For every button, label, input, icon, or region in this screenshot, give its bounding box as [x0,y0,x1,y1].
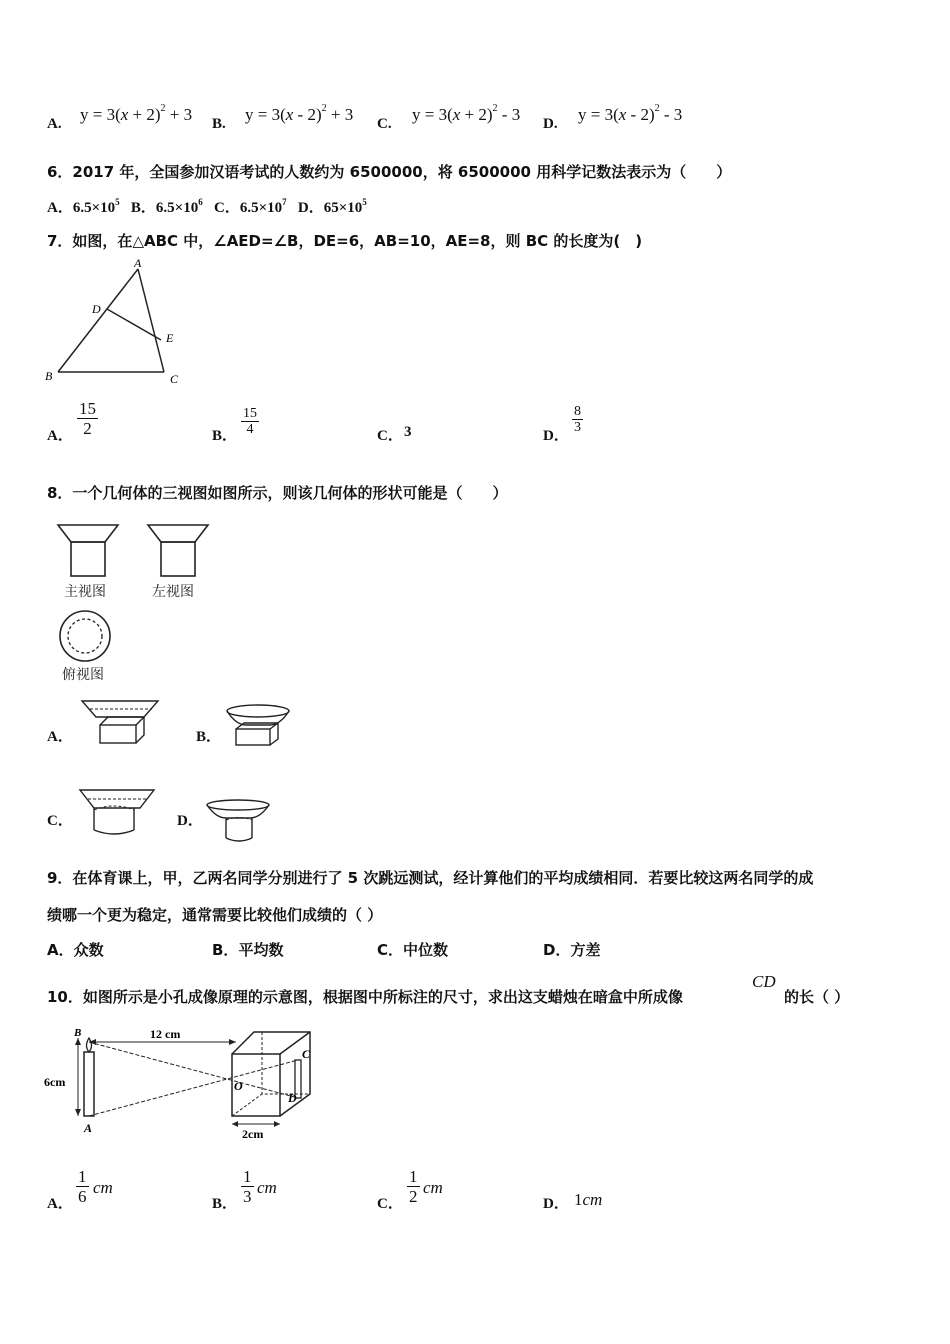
q10-option-a-label: A． [47,1196,73,1212]
q6-option-a: A．$6.5\times 10^5$ [47,197,120,216]
q10-label-a: A [84,1121,93,1135]
q10-option-c-label: C． [377,1196,403,1212]
q5-option-d-formula: y = 3(x - 2)$^2$ - 3 [578,103,683,124]
q8-option-a-figure [80,697,162,747]
q7-label-a: A [134,256,142,270]
q7-question-text: 7．如图，在△ABC 中，∠AED=∠B，DE=6，AB=10，AE=8，则 BC 的长度为( ) [47,232,643,250]
q9-option-a: A．众数 [47,941,104,959]
q5-option-b-formula: y = 3(x - 2)$^2$ + 3 [245,103,354,124]
q10-option-d-value: 1cm [574,1190,603,1209]
q7-label-d: D [92,302,101,316]
q6-options [47,196,367,217]
q8-option-c-label: C． [47,813,73,829]
q5-option-d-label: D. [543,116,558,132]
q6-option-b: B．$6.5\times 10^6$ [130,197,203,216]
q5-option-a-label: A. [47,116,62,132]
q10-option-c-unit: cm [423,1178,443,1197]
q8-option-b-label: B． [196,729,222,745]
q8-left-view [145,522,215,580]
q10-option-d-label: D． [543,1196,569,1212]
q10-pinhole-figure [40,1024,330,1142]
q7-option-c-value: 3 [404,424,412,440]
q10-option-a-unit: cm [93,1178,113,1197]
q10-question-text: 10．如图所示是小孔成像原理的示意图，根据图中所标注的尺寸，求出这支蜡烛在暗盒中所成像 [47,988,683,1006]
q10-question-text-end: 的长（ ） [784,988,850,1006]
q8-front-view [55,522,125,580]
q8-top-view-caption: 俯视图 [62,667,104,683]
q9-option-d: D．方差 [543,941,601,959]
q10-option-a-fraction: $\frac{1}{6}$ [78,1167,87,1206]
q8-question-text: 8．一个几何体的三视图如图所示，则该几何体的形状可能是（ ） [47,484,508,502]
q9-option-b: B．平均数 [212,941,284,959]
q7-label-c: C [170,372,179,386]
q8-option-a-label: A． [47,729,73,745]
q10-flame [87,1038,92,1052]
q10-label-c: C [302,1047,311,1061]
q6-option-d: D．$65\times 10^5$ [297,197,367,216]
q7-option-a-fraction: $\frac{15}{2}$ [79,399,96,438]
q10-candle [84,1052,94,1116]
q5-option-c-formula: $y = 3(x + 2)^2 - 3$ [412,103,521,124]
q10-label-depth: 2cm [242,1127,264,1141]
q10-option-b-fraction: $\frac{1}{3}$ [243,1167,252,1206]
q7-option-d-label: D． [543,428,569,444]
q5-option-c-label: C. [377,116,392,132]
q10-option-b-label: B． [212,1196,238,1212]
q10-option-c-fraction: $\frac{1}{2}$ [409,1167,418,1206]
q7-triangle-figure [40,255,200,390]
q7-option-b-label: B． [212,428,238,444]
q10-cd-symbol: CD [752,972,776,991]
q9-question-text-line2: 绩哪一个更为稳定，通常需要比较他们成绩的（ ） [47,906,383,924]
q7-option-c-label: C． [377,428,403,444]
q8-option-c-figure [76,786,158,838]
q5-option-b-label: B. [212,116,226,132]
q8-option-b-figure [224,703,292,749]
q8-option-d-label: D． [177,813,203,829]
q7-option-b-fraction: $\frac{15}{4}$ [243,406,257,437]
q10-label-b: B [74,1027,82,1039]
q7-option-a-label: A． [47,428,73,444]
q10-label-d: D [288,1091,297,1105]
q9-question-text-line1: 9．在体育课上，甲，乙两名同学分别进行了 5 次跳远测试，经计算他们的平均成绩相同．若要比较这两名同学的成 [47,869,814,887]
q7-side-ac [138,269,164,372]
q8-left-view-caption: 左视图 [152,584,194,600]
q7-label-b: B [45,369,53,383]
q10-label-o: O [234,1079,243,1093]
q9-option-c: C．中位数 [377,941,449,959]
q8-front-view-caption: 主视图 [64,584,106,600]
q8-top-view [57,609,115,665]
q10-label-height: 6cm [44,1075,66,1089]
q5-option-a-formula: $y = 3(x + 2)^2 + 3$ [80,103,193,124]
q6-option-c: C．$6.5\times 10^7$ [213,197,287,216]
q10-label-distance: 12 cm [150,1027,181,1041]
q10-option-b-unit: cm [257,1178,277,1197]
q8-option-d-figure [204,798,272,846]
q6-question-text: 6．2017 年，全国参加汉语考试的人数约为 6500000，将 6500000 用科学记数法表示为（ ） [47,163,732,181]
q7-label-e: E [166,331,174,345]
q7-option-d-fraction: $\frac{8}{3}$ [574,404,581,435]
q7-segment-de [107,309,161,340]
